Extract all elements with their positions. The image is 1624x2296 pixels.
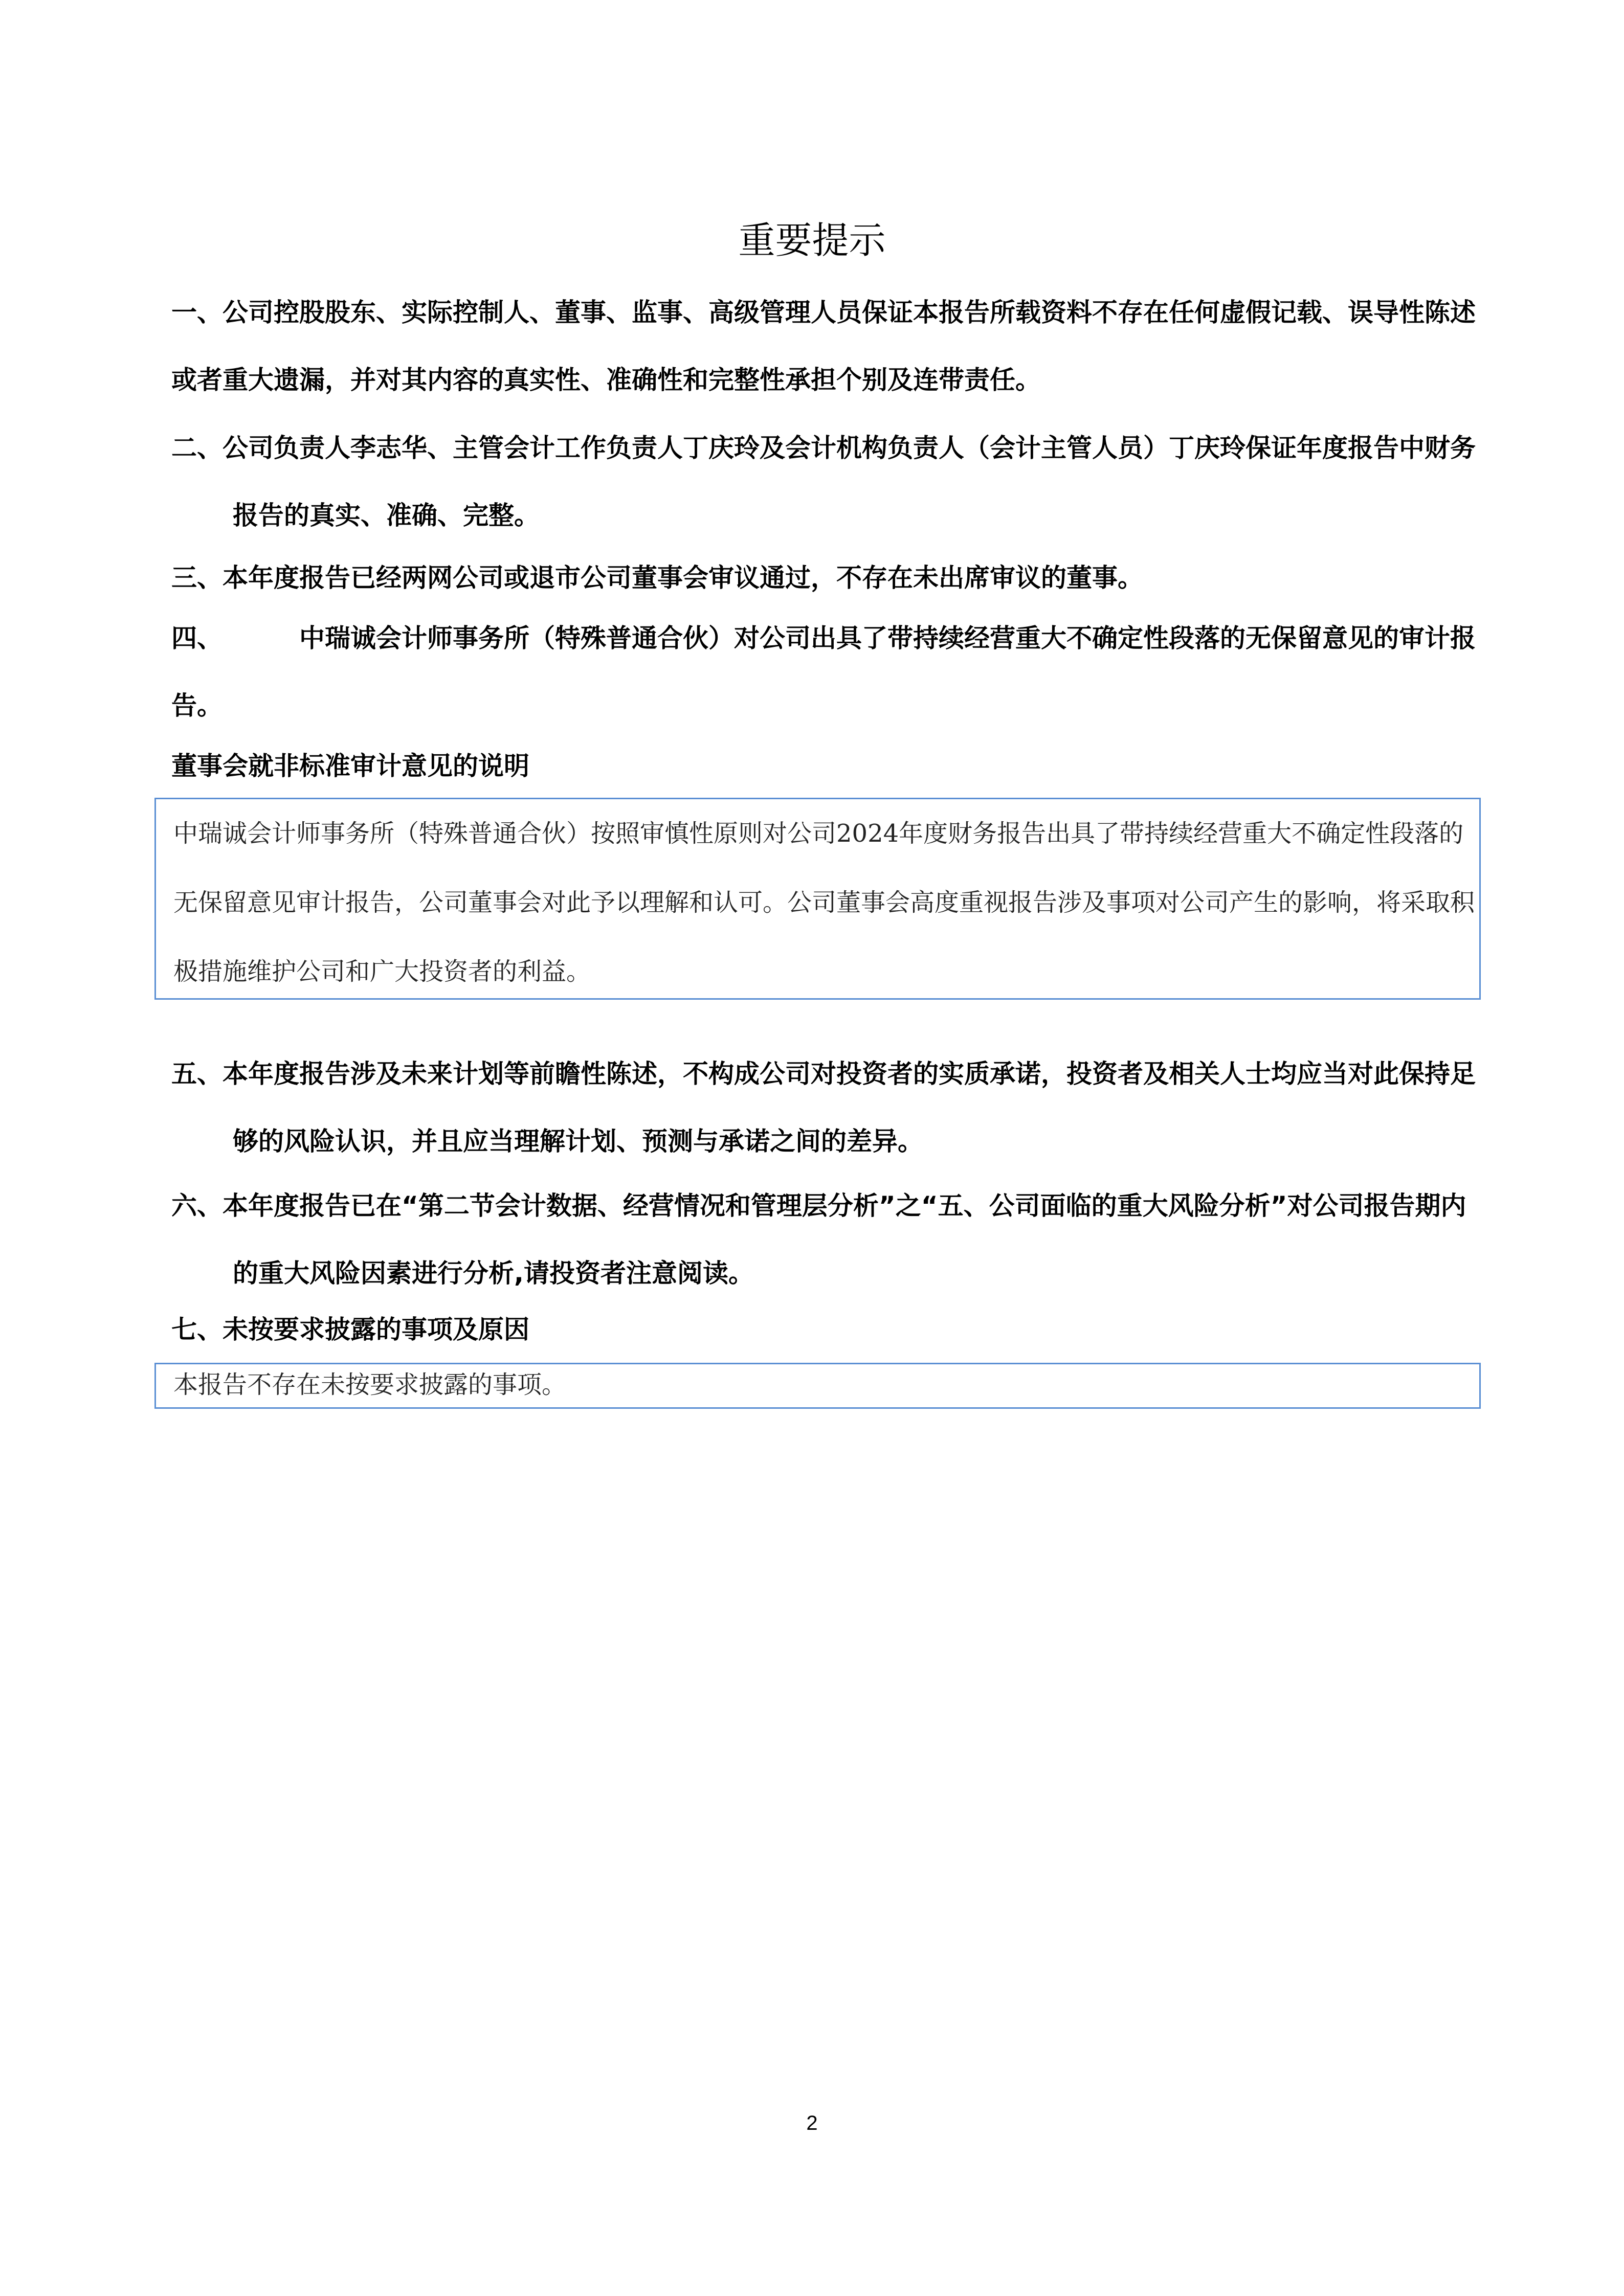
- notice-item-2: 二、公司负责人李志华、主管会计工作负责人丁庆玲及会计机构负责人（会计主管人员）丁庆玲保证年度报告中财务报告的真实、准确、完整。: [171, 433, 1476, 530]
- notice-item-1: 一、公司控股股东、实际控制人、董事、监事、高级管理人员保证本报告所载资料不存在任何虚假记载、误导性陈述或者重大遗漏，并对其内容的真实性、准确性和完整性承担个别及连带责任。: [171, 298, 1476, 395]
- page-title: 重要提示: [738, 219, 886, 262]
- undisclosed-heading: 七、未按要求披露的事项及原因: [171, 1315, 529, 1344]
- undisclosed-text: 本报告不存在未按要求披露的事项。: [173, 1370, 567, 1399]
- board-explanation-text: 中瑞诚会计师事务所（特殊普通合伙）按照审慎性原则对公司2024年度财务报告出具了带持续经营重大不确定性段落的无保留意见审计报告，公司董事会对此予以理解和认可。公司董事会高度重视报告涉及事项对公司产生的影响，将采取积极措施维护公司和广大投资者的利益。: [173, 819, 1475, 986]
- notice-item-4: [171, 604, 1481, 739]
- board-explanation-heading: 董事会就非标准审计意见的说明: [171, 751, 529, 781]
- board-explanation-box: [154, 798, 1481, 1000]
- notice-item-6: 六、本年度报告已在“第二节会计数据、经营情况和管理层分析”之“五、公司面临的重大风险分析”对公司报告期内的重大风险因素进行分析,请投资者注意阅读。: [171, 1191, 1466, 1288]
- notice-item-4-label: 四、: [171, 623, 223, 653]
- undisclosed-box: [154, 1363, 1481, 1409]
- page-number: 2: [806, 2112, 818, 2134]
- notice-item-3: 三、本年度报告已经两网公司或退市公司董事会审议通过，不存在未出席审议的董事。: [171, 563, 1143, 593]
- notice-item-4-text: 中瑞诚会计师事务所（特殊普通合伙）对公司出具了带持续经营重大不确定性段落的无保留意见的审计报告。: [171, 623, 1476, 721]
- notice-item-5: 五、本年度报告涉及未来计划等前瞻性陈述，不构成公司对投资者的实质承诺，投资者及相关人士均应当对此保持足够的风险认识，并且应当理解计划、预测与承诺之间的差异。: [171, 1059, 1476, 1156]
